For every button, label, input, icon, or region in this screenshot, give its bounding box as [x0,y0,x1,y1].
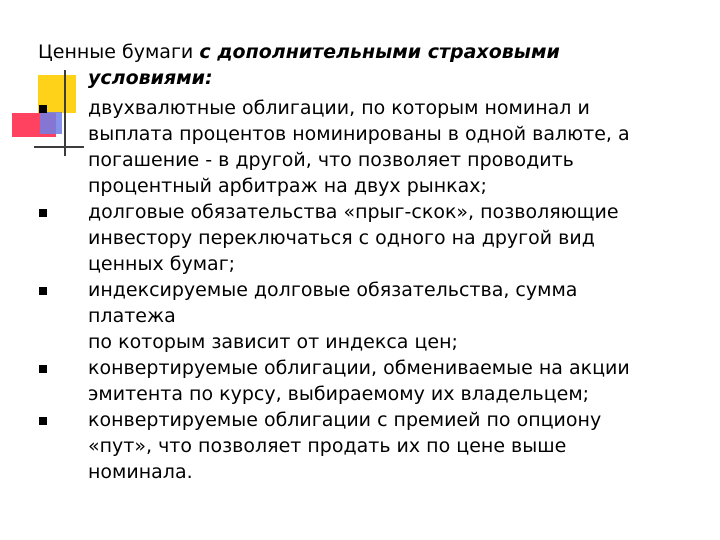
bullet-square-icon [39,105,47,113]
bullet-square-icon [39,287,47,295]
bullet-line: номинала. [88,461,193,483]
bullet-line: эмитента по курсу, выбираемому их владельцем; [88,383,590,405]
bullet-item-convertible-bonds [0,355,720,407]
slide-title [38,39,560,65]
bullet-line: погашение - в другой, что позволяет проводить [88,149,574,171]
bullet-line: конвертируемые облигации с премией по опциону [88,409,602,431]
bullet-line: конвертируемые облигации, обмениваемые на акции [88,357,630,379]
bullet-square-icon [39,209,47,217]
bullet-list [0,95,720,485]
bullet-line: процентный арбитраж на двух рынках; [88,175,487,197]
bullet-text [88,199,648,277]
bullet-item-indexed-obligations [0,277,720,355]
bullet-text [88,277,648,355]
bullet-square-icon [39,417,47,425]
title-emphasis-continued: условиями: [88,67,213,89]
bullet-line: по которым зависит от индекса цен; [88,331,458,353]
bullet-line: индексируемые долговые обязательства, сумма платежа [88,279,578,327]
title-plain-text: Ценные бумаги [38,41,200,63]
bullet-line: инвестору переключаться с одного на другой вид [88,227,595,249]
bullet-line: ценных бумаг; [88,253,236,275]
bullet-line: долговые обязательства «прыг-скок», позволяющие [88,201,619,223]
bullet-item-flip-flop-notes [0,199,720,277]
bullet-item-convertible-bonds-put-premium [0,407,720,485]
bullet-text [88,407,648,485]
bullet-text [88,95,648,199]
bullet-line: двухвалютные облигации, по которым номинал и [88,97,590,119]
bullet-text [88,355,648,407]
title-emphasis-text: с дополнительными страховыми [199,41,560,63]
bullet-item-dual-currency-bonds [0,95,720,199]
bullet-line: выплата процентов номинированы в одной валюте, а [88,123,630,145]
bullet-line: «пут», что позволяет продать их по цене выше [88,435,567,457]
bullet-square-icon [39,365,47,373]
